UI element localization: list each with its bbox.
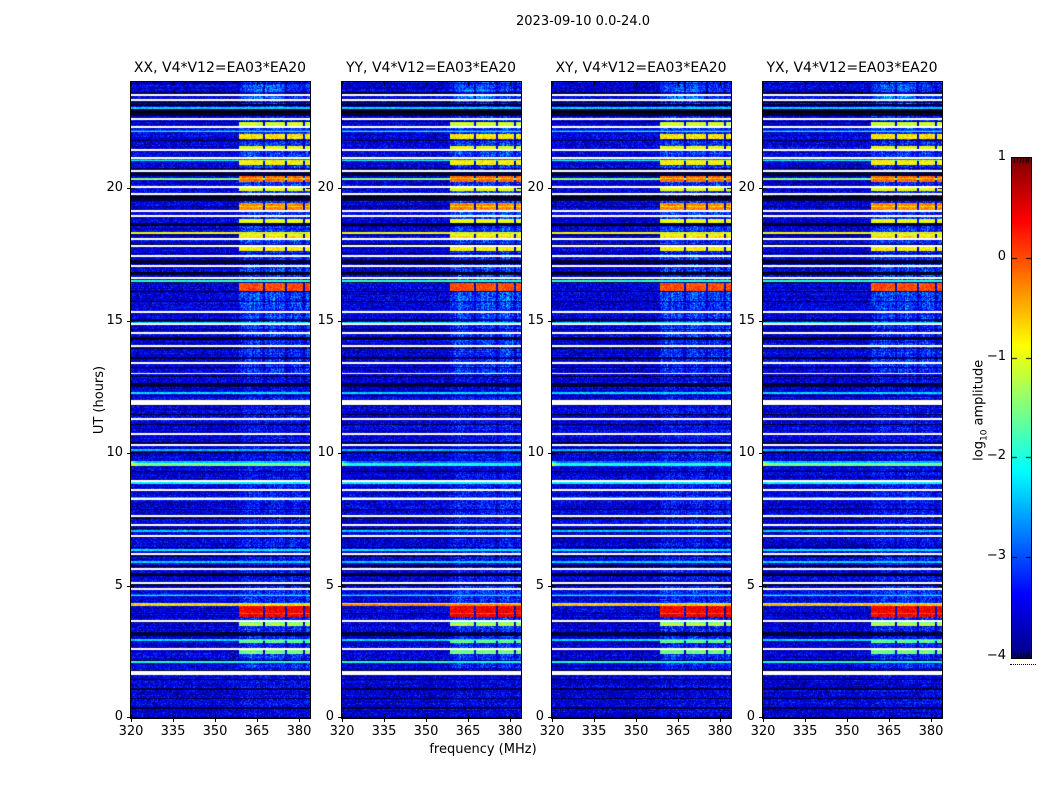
x-tick-label: 350: [834, 724, 860, 739]
x-tick-mark: [215, 719, 216, 722]
x-tick-mark: [173, 719, 174, 722]
x-tick-label: 365: [455, 724, 481, 739]
y-tick-mark: [127, 321, 130, 322]
x-tick-label: 380: [497, 724, 523, 739]
y-tick-label: 20: [317, 180, 334, 195]
x-tick-mark: [426, 719, 427, 722]
x-tick-mark: [763, 719, 764, 722]
y-tick-mark: [759, 453, 762, 454]
y-tick-label: 0: [325, 709, 334, 724]
y-tick-mark: [338, 453, 341, 454]
y-tick-label: 20: [738, 180, 755, 195]
x-tick-mark: [805, 719, 806, 722]
spectrogram-canvas-yx: [763, 82, 942, 718]
x-tick-label: 350: [413, 724, 439, 739]
x-tick-mark: [594, 719, 595, 722]
x-tick-mark: [131, 719, 132, 722]
x-tick-label: 350: [202, 724, 228, 739]
y-tick-mark: [759, 586, 762, 587]
y-tick-mark: [127, 453, 130, 454]
x-tick-label: 320: [750, 724, 776, 739]
y-tick-mark: [338, 188, 341, 189]
y-axis-label: UT (hours): [92, 365, 107, 435]
y-tick-label: 10: [738, 445, 755, 460]
y-tick-mark: [548, 586, 551, 587]
y-tick-label: 0: [114, 709, 123, 724]
x-axis-label: frequency (MHz): [429, 742, 537, 757]
x-tick-label: 320: [118, 724, 144, 739]
colorbar-bottom-dotted-line: [1010, 664, 1036, 665]
spectrogram-canvas-xy: [552, 82, 731, 718]
x-tick-mark: [342, 719, 343, 722]
x-tick-label: 320: [539, 724, 565, 739]
y-tick-label: 15: [527, 313, 544, 328]
y-tick-label: 15: [738, 313, 755, 328]
x-tick-mark: [384, 719, 385, 722]
x-tick-label: 380: [286, 724, 312, 739]
x-tick-label: 335: [160, 724, 186, 739]
x-tick-label: 365: [876, 724, 902, 739]
colorbar-label-prefix: log: [971, 441, 987, 461]
x-tick-label: 350: [623, 724, 649, 739]
x-tick-label: 335: [581, 724, 607, 739]
y-tick-label: 5: [746, 578, 755, 593]
panel-title-yx: YX, V4*V12=EA03*EA20: [766, 60, 938, 76]
x-tick-mark: [468, 719, 469, 722]
panel-title-xx: XX, V4*V12=EA03*EA20: [133, 60, 307, 76]
y-tick-label: 5: [325, 578, 334, 593]
colorbar: [1011, 157, 1032, 659]
x-tick-mark: [889, 719, 890, 722]
y-tick-label: 15: [317, 313, 334, 328]
colorbar-label-suffix: amplitude: [971, 359, 987, 430]
figure-suptitle: 2023-09-10 0.0-24.0: [516, 14, 650, 29]
y-tick-label: 10: [317, 445, 334, 460]
y-tick-mark: [338, 586, 341, 587]
panel-title-yy: YY, V4*V12=EA03*EA20: [345, 60, 517, 76]
x-tick-label: 380: [707, 724, 733, 739]
y-tick-mark: [127, 717, 130, 718]
y-tick-label: 20: [106, 180, 123, 195]
colorbar-tick-label: −1: [986, 349, 1006, 364]
y-tick-label: 20: [527, 180, 544, 195]
x-tick-label: 320: [329, 724, 355, 739]
y-tick-mark: [127, 586, 130, 587]
x-tick-label: 335: [371, 724, 397, 739]
y-tick-mark: [759, 717, 762, 718]
y-tick-mark: [338, 321, 341, 322]
y-tick-mark: [548, 717, 551, 718]
colorbar-tick-label: −3: [986, 548, 1006, 563]
x-tick-label: 380: [918, 724, 944, 739]
spectrogram-canvas-xx: [131, 82, 310, 718]
spectrogram-canvas-yy: [342, 82, 521, 718]
colorbar-tick-label: 1: [997, 149, 1006, 164]
y-tick-mark: [548, 188, 551, 189]
x-tick-label: 365: [665, 724, 691, 739]
y-tick-mark: [548, 321, 551, 322]
colorbar-canvas: [1012, 158, 1031, 658]
y-tick-mark: [548, 453, 551, 454]
spectrogram-panel-yx: [762, 81, 943, 719]
spectrogram-panel-xy: [551, 81, 732, 719]
colorbar-tick-label: −4: [986, 648, 1006, 663]
x-tick-mark: [257, 719, 258, 722]
y-tick-label: 10: [527, 445, 544, 460]
spectrogram-panel-yy: [341, 81, 522, 719]
y-tick-mark: [759, 321, 762, 322]
x-tick-label: 335: [792, 724, 818, 739]
y-tick-label: 5: [535, 578, 544, 593]
x-tick-mark: [931, 719, 932, 722]
x-tick-mark: [636, 719, 637, 722]
spectrogram-panel-xx: [130, 81, 311, 719]
panel-title-xy: XY, V4*V12=EA03*EA20: [555, 60, 727, 76]
y-tick-mark: [338, 717, 341, 718]
y-tick-mark: [759, 188, 762, 189]
x-tick-mark: [552, 719, 553, 722]
colorbar-tick-label: 0: [997, 249, 1006, 264]
colorbar-tick-label: −2: [986, 448, 1006, 463]
y-tick-label: 15: [106, 313, 123, 328]
colorbar-label-sub: 10: [979, 429, 990, 442]
x-tick-mark: [678, 719, 679, 722]
x-tick-label: 365: [244, 724, 270, 739]
x-tick-mark: [847, 719, 848, 722]
y-tick-label: 5: [114, 578, 123, 593]
y-tick-label: 0: [535, 709, 544, 724]
y-tick-mark: [127, 188, 130, 189]
y-tick-label: 0: [746, 709, 755, 724]
y-tick-label: 10: [106, 445, 123, 460]
